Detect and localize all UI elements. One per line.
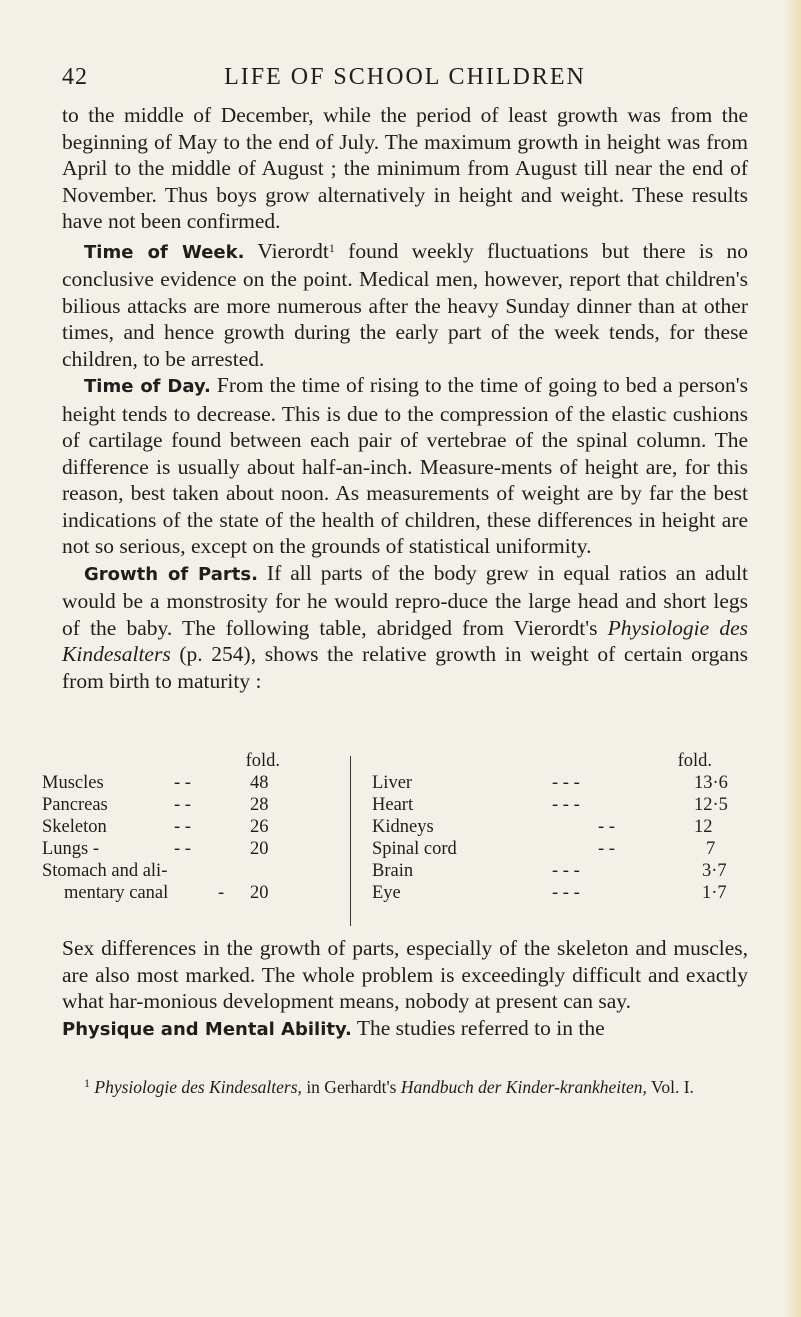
footnote-tail: Vol. I. — [646, 1077, 694, 1097]
organ-name: Liver — [372, 773, 413, 793]
fold-value: 48 — [250, 773, 269, 793]
section-label-time-of-week: Time of Week. — [84, 241, 245, 263]
fold-value: 3·7 — [702, 861, 727, 881]
book-title-physiologie: Physiologie des Kindesalters — [62, 615, 749, 666]
footnote — [62, 1072, 748, 1098]
parts-text-a: If all parts of the body grew in equal ratios an adult would be a monstrosity for he would repro-duce the large head and short legs of the baby. The following table, abridged from Vierordt's — [62, 560, 748, 640]
fold-value: 26 — [250, 817, 269, 837]
section-label-growth-of-parts: Growth of Parts. — [84, 563, 258, 585]
leader-dots: - - - — [552, 773, 580, 793]
organ-name: Lungs - — [42, 839, 100, 859]
paragraph-seasonal-growth: to the middle of December, while the period of least growth was from the beginning of May to the end of July. The maximum growth in height was from April to the middle of August ; the minimum from August till near the end of November. Thus boys grow alternatively in height and weight. These results have not been confirmed. — [62, 103, 748, 233]
fold-value: 13·6 — [694, 773, 728, 793]
table-row — [42, 772, 332, 794]
paragraph-physique — [62, 1015, 748, 1044]
organ-name: mentary canal — [64, 883, 169, 903]
leader-dots: - - — [598, 839, 615, 859]
leader-dots: - - - — [552, 795, 580, 815]
table-row — [372, 772, 742, 794]
fold-value: 20 — [250, 839, 269, 859]
footnote-mid: in Gerhardt's — [301, 1077, 401, 1097]
text-after-table — [62, 935, 748, 1043]
paragraph-time-of-day — [62, 372, 748, 560]
leader-dots: - - — [174, 773, 191, 793]
column-divider — [350, 756, 351, 926]
physique-text: The studies referred to in the — [351, 1015, 605, 1040]
table-row — [372, 882, 742, 904]
organ-name: Brain — [372, 861, 414, 881]
fold-value: 20 — [250, 883, 269, 903]
leader-dots: - - — [598, 817, 615, 837]
page-number: 42 — [62, 64, 88, 90]
table-row — [372, 794, 742, 816]
fold-value: 12 — [694, 817, 713, 837]
organ-name: Muscles — [42, 773, 104, 793]
leader-dots: - - - — [552, 883, 580, 903]
section-label-time-of-day: Time of Day. — [84, 376, 211, 397]
footnote-title: Physiologie des Kindesalters, — [94, 1077, 302, 1097]
week-text-b: found weekly fluctuations but there is no conclusive evidence on the point. Medical men, however, report that children's bilious attacks are more numerous after the heavy Sunday dinner than at other times, and hence growth during the early part of the week tends, for these children, to be arrested. — [62, 238, 748, 371]
footnote-marker: 1 — [84, 1076, 90, 1090]
table-column-right — [372, 750, 742, 904]
running-title: LIFE OF SCHOOL CHILDREN — [224, 64, 586, 90]
page-header — [62, 60, 748, 100]
footnote-book: Handbuch der Kinder-krankheiten, — [400, 1077, 647, 1097]
table-row — [42, 838, 332, 860]
footnote-text — [62, 1072, 748, 1098]
organ-name: Heart — [372, 795, 414, 815]
table-row — [372, 860, 742, 882]
paragraph-growth-of-parts — [62, 560, 748, 695]
main-text — [62, 102, 748, 694]
table-row — [42, 882, 332, 904]
fold-value: 7 — [706, 839, 716, 859]
organ-name: Skeleton — [42, 817, 107, 837]
table-row — [42, 794, 332, 816]
section-label-physique: Physique and Mental Ability. — [62, 1018, 352, 1040]
paragraph-sex-differences: Sex differences in the growth of parts, especially of the skeleton and muscles, are also most marked. The whole problem is exceedingly difficult and exactly what har-monious development means, nobody at present can say. — [62, 936, 748, 1013]
paragraph-time-of-week — [62, 235, 748, 373]
fold-value: 1·7 — [702, 883, 727, 903]
column-header-fold: fold. — [677, 751, 712, 771]
parts-text-b: (p. 254), shows the relative growth in weight of certain organs from birth to maturity : — [62, 642, 748, 693]
organ-growth-table — [42, 750, 742, 928]
table-row — [372, 838, 742, 860]
organ-name: Pancreas — [42, 795, 108, 815]
organ-name: Stomach and ali- — [42, 861, 168, 881]
day-text: From the time of rising to the time of going to bed a person's height tends to decrease. This is due to the compression of the elastic cushions of cartilage found between each pair of vertebrae of the spinal column. The difference is usually about half-an-inch. Measure-ments of height are, for this reason, best taken about noon. As measurements of weight are by far the best indications of the state of the health of children, these differences in height are not so serious, except on the grounds of statistical uniformity. — [62, 373, 748, 558]
fold-value: 28 — [250, 795, 269, 815]
table-column-left — [42, 750, 332, 904]
week-text-a: Vierordt — [244, 238, 329, 263]
leader-dots: - - — [174, 795, 191, 815]
table-row — [42, 860, 332, 882]
fold-value: 12·5 — [694, 795, 728, 815]
leader-dots: - - - — [552, 861, 580, 881]
table-row — [372, 816, 742, 838]
organ-name: Eye — [372, 883, 401, 903]
leader-dots: - — [218, 883, 225, 903]
leader-dots: - - — [174, 817, 191, 837]
table-row — [42, 816, 332, 838]
organ-name: Kidneys — [372, 817, 434, 837]
page-edge-shading — [783, 0, 801, 1317]
column-header-fold: fold. — [245, 751, 280, 771]
organ-name: Spinal cord — [372, 839, 457, 859]
leader-dots: - - — [174, 839, 191, 859]
footnote-reference: 1 — [328, 240, 335, 255]
